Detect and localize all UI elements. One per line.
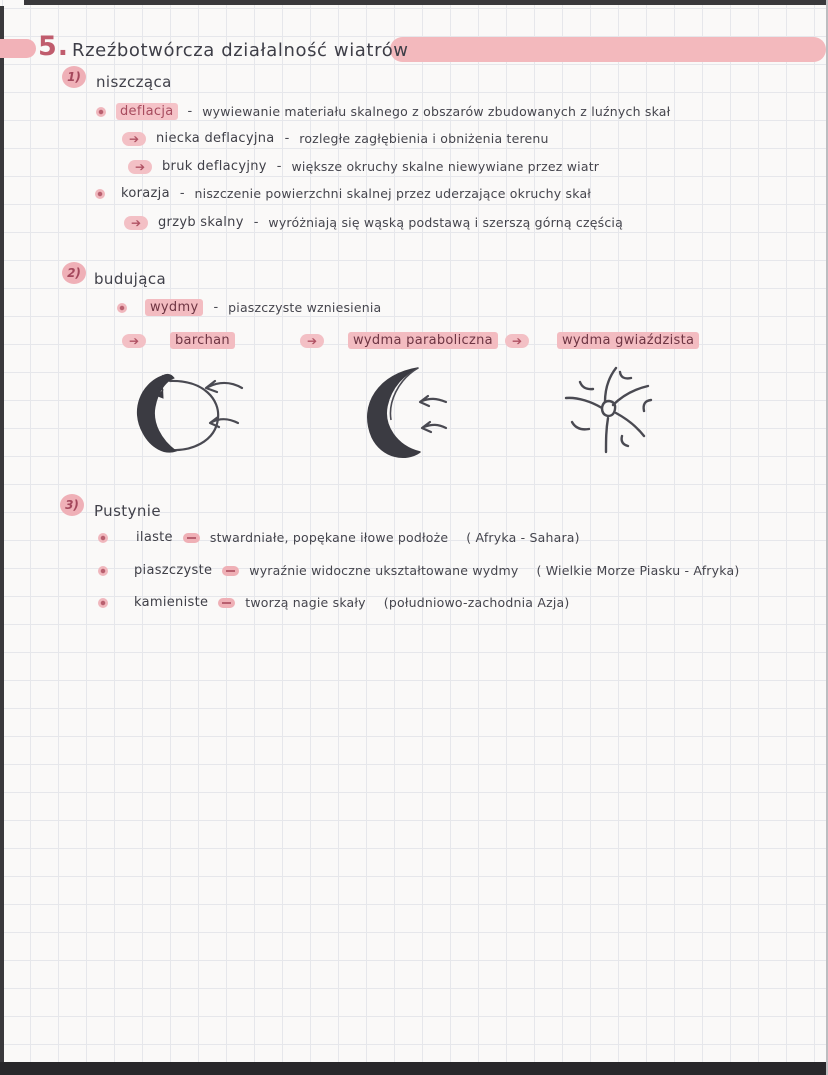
term-wydmy: wydmy bbox=[145, 299, 203, 316]
pink-dash-icon bbox=[183, 533, 200, 543]
line-deflacja bbox=[96, 103, 670, 120]
page-title: Rzeźbotwórcza działalność wiatrów bbox=[72, 40, 409, 61]
term-kamieniste: kamieniste bbox=[134, 595, 209, 610]
section-heading-budujaca: budująca bbox=[94, 270, 167, 288]
line-korazja bbox=[95, 186, 591, 201]
line-niecka bbox=[122, 131, 549, 146]
line-bruk bbox=[128, 159, 599, 174]
bullet-icon bbox=[98, 566, 108, 576]
note-kamieniste: (południowo-zachodnia Azja) bbox=[383, 595, 570, 610]
def-niecka: rozległe zagłębienia i obniżenia terenu bbox=[299, 131, 549, 146]
dash: - bbox=[187, 104, 193, 119]
star-dune-drawing-icon bbox=[556, 356, 656, 456]
term-korazja: korazja bbox=[121, 186, 170, 201]
section-marker-2: 2) bbox=[62, 262, 86, 284]
arrow-icon: ➔ bbox=[122, 334, 146, 348]
dash: - bbox=[179, 186, 185, 201]
line-wydmy bbox=[117, 299, 381, 316]
parabolic-dune-drawing-icon bbox=[338, 362, 453, 474]
dash: - bbox=[284, 131, 290, 146]
dash: - bbox=[276, 159, 282, 174]
def-kamieniste: tworzą nagie skały bbox=[245, 595, 366, 610]
pink-highlight-left bbox=[0, 39, 36, 58]
bullet-icon bbox=[95, 189, 105, 199]
title-number: 5. bbox=[38, 31, 70, 62]
label-barchan: barchan bbox=[170, 332, 235, 349]
arrow-icon: ➔ bbox=[505, 334, 529, 348]
pink-dash-icon bbox=[222, 566, 239, 576]
arrow-icon: ➔ bbox=[128, 160, 152, 174]
pink-highlight-bar bbox=[390, 37, 826, 62]
bullet-icon bbox=[98, 598, 108, 608]
line-piaszczyste bbox=[98, 563, 739, 578]
line-kamieniste bbox=[98, 595, 569, 610]
arrow-icon: ➔ bbox=[300, 334, 324, 348]
def-bruk: większe okruchy skalne niewywiane przez wiatr bbox=[291, 159, 600, 174]
scan-edge-bottom bbox=[0, 1062, 828, 1075]
def-piaszczyste: wyraźnie widoczne ukształtowane wydmy bbox=[249, 563, 519, 578]
def-grzyb: wyróżniają się wąską podstawą i szerszą górną częścią bbox=[268, 215, 623, 230]
note-piaszczyste: ( Wielkie Morze Piasku - Afryka) bbox=[536, 563, 740, 578]
section-heading-niszczaca: niszcząca bbox=[96, 73, 172, 91]
section-marker-1: 1) bbox=[62, 66, 86, 88]
scan-edge-top bbox=[24, 0, 828, 5]
term-niecka: niecka deflacyjna bbox=[156, 131, 275, 146]
line-ilaste bbox=[98, 530, 580, 545]
label-paraboliczna: wydma paraboliczna bbox=[348, 332, 498, 349]
dune-label-gwiazdzista bbox=[505, 332, 699, 349]
note-ilaste: ( Afryka - Sahara) bbox=[466, 530, 580, 545]
label-gwiazdzista: wydma gwiaździsta bbox=[557, 332, 699, 349]
bullet-icon bbox=[96, 107, 106, 117]
def-korazja: niszczenie powierzchni skalnej przez uderzające okruchy skał bbox=[194, 186, 592, 201]
term-deflacja: deflacja bbox=[116, 103, 178, 120]
pink-dash-icon bbox=[218, 598, 235, 608]
term-grzyb: grzyb skalny bbox=[158, 215, 244, 230]
line-grzyb bbox=[124, 215, 623, 230]
term-bruk: bruk deflacyjny bbox=[162, 159, 267, 174]
def-wydmy: piaszczyste wzniesienia bbox=[228, 300, 382, 315]
bullet-icon bbox=[117, 303, 127, 313]
def-deflacja: wywiewanie materiału skalnego z obszarów zbudowanych z luźnych skał bbox=[202, 104, 671, 119]
barchan-drawing-icon bbox=[118, 366, 246, 466]
scan-edge-left bbox=[0, 6, 4, 1062]
dash: - bbox=[253, 215, 259, 230]
section-heading-pustynie: Pustynie bbox=[94, 502, 161, 520]
def-ilaste: stwardniałe, popękane iłowe podłoże bbox=[209, 530, 449, 545]
dune-label-barchan bbox=[122, 332, 235, 349]
dune-label-paraboliczna bbox=[300, 332, 498, 349]
term-ilaste: ilaste bbox=[136, 530, 173, 545]
dash: - bbox=[213, 300, 219, 315]
section-marker-3: 3) bbox=[60, 494, 84, 516]
bullet-icon bbox=[98, 533, 108, 543]
arrow-icon: ➔ bbox=[124, 216, 148, 230]
term-piaszczyste: piaszczyste bbox=[134, 563, 213, 578]
arrow-icon: ➔ bbox=[122, 132, 146, 146]
